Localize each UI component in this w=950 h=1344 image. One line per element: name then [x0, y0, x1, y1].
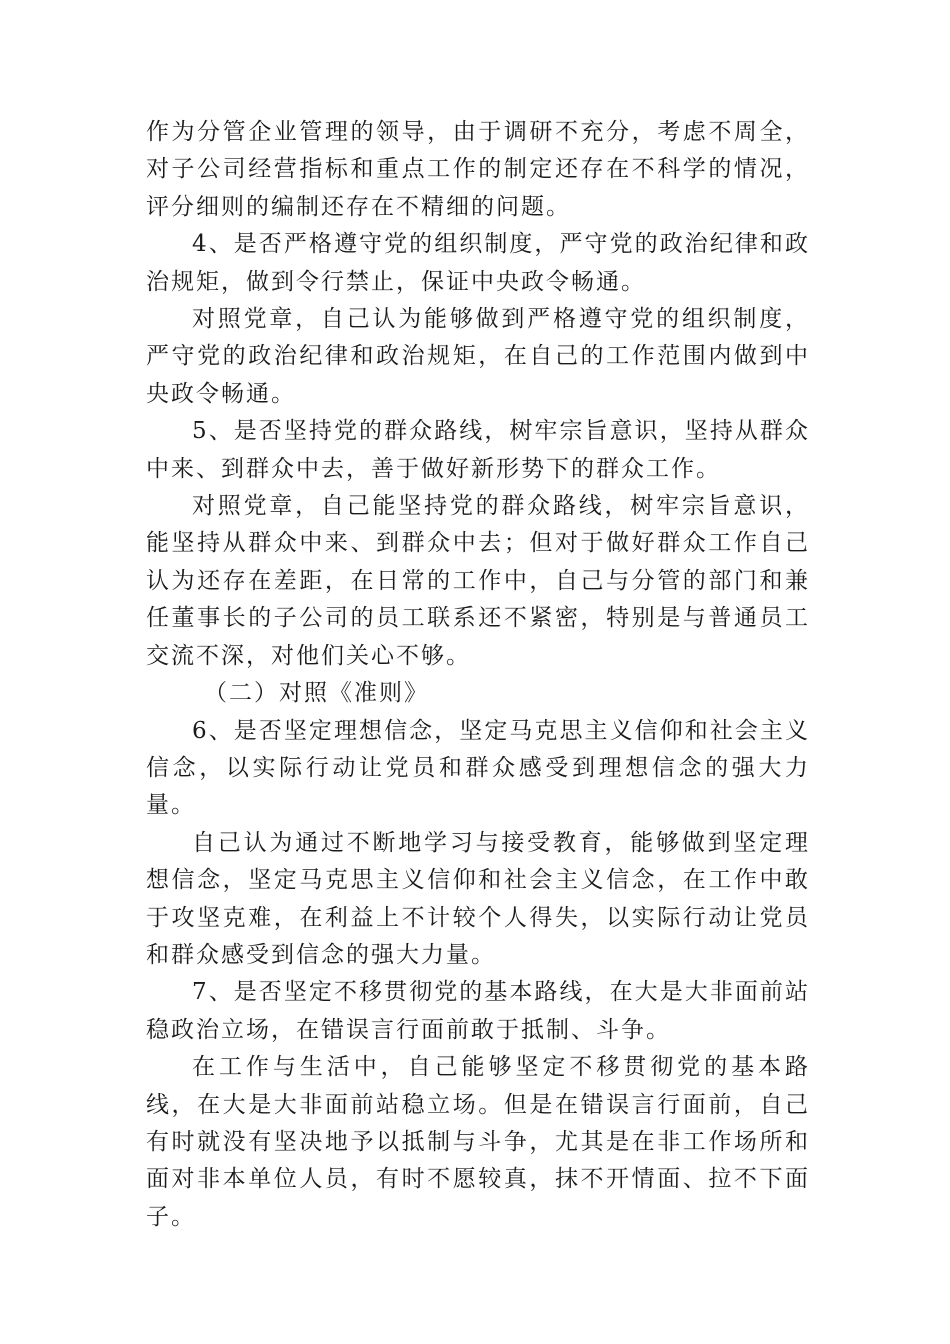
- section-heading: （二）对照《准则》: [204, 680, 429, 707]
- paragraph-response-6: 自己认为通过不断地学习与接受教育，能够做到坚定理想信念，坚定马克思主义信仰和社会主义信念，在工作中敢于攻坚克难，在利益上不计较个人得失，以实际行动让党员和群众感受到信念的强大力量。: [146, 829, 810, 968]
- paragraph-item-5: 5、是否坚持党的群众路线，树牢宗旨意识，坚持从群众中来、到群众中去，善于做好新形势下的群众工作。: [146, 418, 810, 482]
- paragraph-continuation: 作为分管企业管理的领导，由于调研不充分，考虑不周全，对子公司经营指标和重点工作的制定还存在不科学的情况，评分细则的编制还存在不精细的问题。: [146, 119, 810, 220]
- document-page: [146, 114, 810, 1236]
- paragraph-response-7: 在工作与生活中，自己能够坚定不移贯彻党的基本路线，在大是大非面前站稳立场。但是在错误言行面前，自己有时就没有坚决地予以抵制与斗争，尤其是在非工作场所和面对非本单位人员，有时不愿较真，抹不开情面、拉不下面子。: [146, 1054, 810, 1230]
- paragraph-item-6: 6、是否坚定理想信念，坚定马克思主义信仰和社会主义信念，以实际行动让党员和群众感受到理想信念的强大力量。: [146, 717, 810, 819]
- paragraph-response-5: 对照党章，自己能坚持党的群众路线，树牢宗旨意识，能坚持从群众中来、到群众中去；但对于做好群众工作自己认为还存在差距，在日常的工作中，自己与分管的部门和兼任董事长的子公司的员工联系还不紧密，特别是与普通员工交流不深，对他们关心不够。: [146, 493, 810, 669]
- paragraph-item-7: 7、是否坚定不移贯彻党的基本路线，在大是大非面前站稳政治立场，在错误言行面前敢于抵制、斗争。: [146, 979, 810, 1043]
- paragraph-item-4: 4、是否严格遵守党的组织制度，严守党的政治纪律和政治规矩，做到令行禁止，保证中央政令畅通。: [146, 231, 810, 295]
- paragraph-response-4: 对照党章，自己认为能够做到严格遵守党的组织制度，严守党的政治纪律和政治规矩，在自己的工作范围内做到中央政令畅通。: [146, 306, 810, 407]
